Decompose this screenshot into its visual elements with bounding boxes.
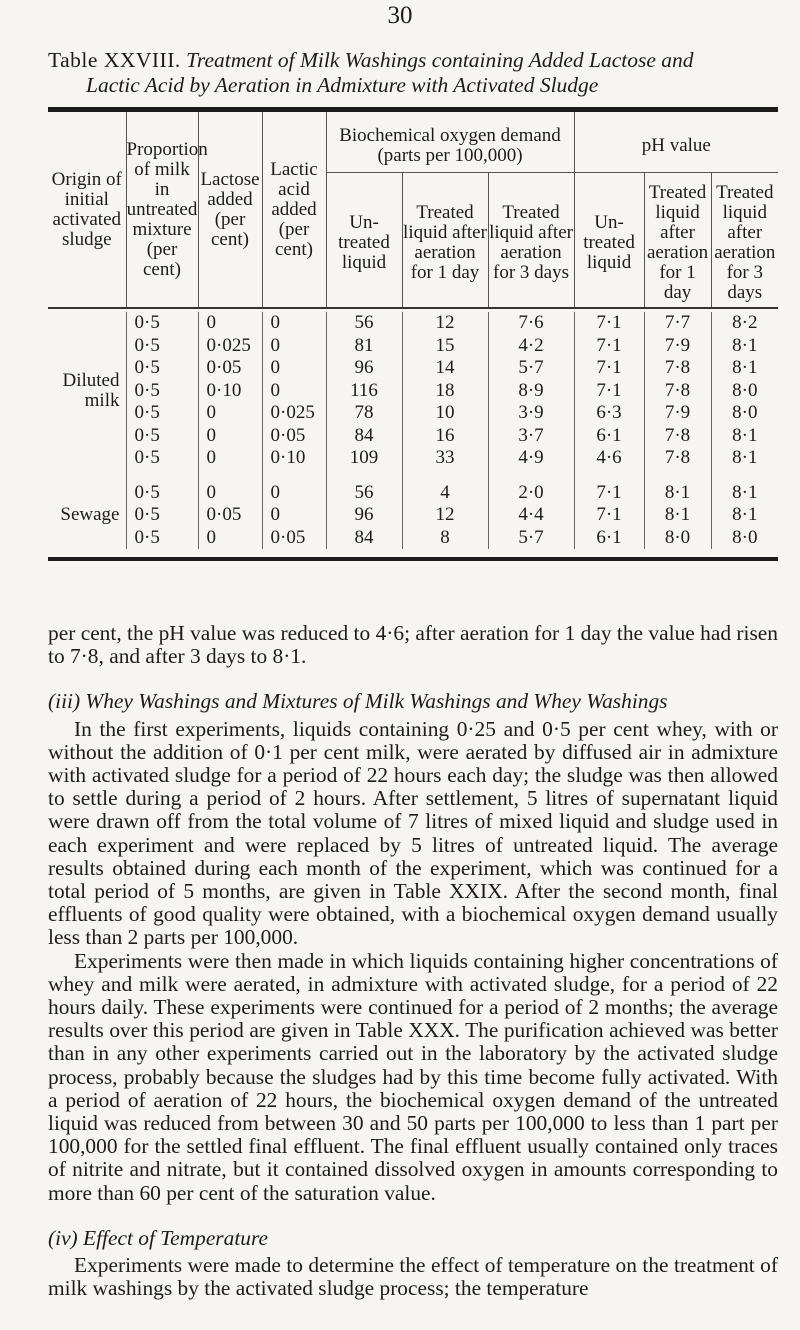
cell-lactose: 0 bbox=[198, 447, 262, 470]
table-row bbox=[48, 380, 778, 403]
cell-lactic: 0 bbox=[262, 357, 326, 380]
cell-ph-treated-3-days: 8·0 bbox=[711, 380, 778, 403]
cell-lactose: 0 bbox=[198, 425, 262, 448]
header-ph-untreated: Un-treated liquid bbox=[574, 173, 644, 309]
paragraph: Experiments were then made in which liquids containing higher concentrations of whey and milk were aerated, in admixture with activated sludge, for a period of 22 hours daily. These experiments were continued for a period of 2 months; the average results over this period are given in Table XXX. The purification achieved was better than in any other experiments carried out in the laboratory by the activated sludge process, probably because the sludges had by this time become fully activated. With a period of aeration of 22 hours, the biochemical oxygen demand of the untreated liquid was reduced from between 30 and 50 parts per 100,000 to less than 1 part per 100,000 for the settled final effluent. The final effluent usually contained only traces of nitrite and nitrate, but it contained dissolved oxygen in amounts corresponding to more than 60 per cent of the saturation value. bbox=[48, 948, 778, 1205]
cell-bod-treated-1-day: 4 bbox=[402, 482, 488, 505]
cell-ph-untreated: 7·1 bbox=[574, 312, 644, 335]
header-lactic: Lactic acid added (per cent) bbox=[262, 112, 326, 308]
data-table bbox=[48, 112, 778, 549]
cell-ph-treated-3-days: 8·2 bbox=[711, 312, 778, 335]
cell-bod-untreated: 96 bbox=[326, 504, 402, 527]
cell-lactose: 0·05 bbox=[198, 357, 262, 380]
table-bottom-rule bbox=[48, 557, 778, 561]
cell-bod-treated-1-day: 15 bbox=[402, 335, 488, 358]
cell-ph-treated-3-days: 8·0 bbox=[711, 527, 778, 550]
table-row bbox=[48, 482, 778, 505]
cell-bod-treated-3-days: 4·2 bbox=[488, 335, 574, 358]
cell-bod-untreated: 56 bbox=[326, 482, 402, 505]
table-title-line2: Lactic Acid by Aeration in Admixture with Activated Sludge bbox=[86, 73, 599, 97]
section-heading bbox=[48, 1227, 778, 1250]
cell-lactic: 0·025 bbox=[262, 402, 326, 425]
cell-proportion: 0·5 bbox=[126, 425, 198, 448]
cell-bod-treated-1-day: 33 bbox=[402, 447, 488, 470]
cell-ph-treated-3-days: 8·1 bbox=[711, 335, 778, 358]
cell-lactose: 0·025 bbox=[198, 335, 262, 358]
cell-ph-untreated: 6·1 bbox=[574, 527, 644, 550]
cell-ph-treated-3-days: 8·1 bbox=[711, 482, 778, 505]
cell-bod-treated-1-day: 10 bbox=[402, 402, 488, 425]
cell-bod-treated-3-days: 5·7 bbox=[488, 527, 574, 550]
header-bod-group: Biochemical oxygen demand (parts per 100,000) bbox=[326, 112, 574, 173]
cell-ph-untreated: 4·6 bbox=[574, 447, 644, 470]
page-number: 30 bbox=[387, 2, 413, 29]
table-caption bbox=[48, 48, 768, 98]
cell-ph-treated-1-day: 7·7 bbox=[644, 312, 711, 335]
header-proportion: Proportion of milk in untreated mixture (per cent) bbox=[126, 112, 198, 308]
cell-ph-treated-1-day: 8·1 bbox=[644, 504, 711, 527]
cell-bod-untreated: 96 bbox=[326, 357, 402, 380]
cell-bod-treated-3-days: 3·7 bbox=[488, 425, 574, 448]
cell-proportion: 0·5 bbox=[126, 447, 198, 470]
cell-ph-untreated: 6·3 bbox=[574, 402, 644, 425]
cell-bod-untreated: 84 bbox=[326, 527, 402, 550]
section-heading-text: (iv) Effect of Temperature bbox=[48, 1225, 268, 1250]
section-heading-text: (iii) Whey Washings and Mixtures of Milk Washings and Whey Washings bbox=[48, 689, 668, 714]
cell-bod-treated-3-days: 4·9 bbox=[488, 447, 574, 470]
data-table-container bbox=[48, 107, 778, 561]
cell-ph-untreated: 7·1 bbox=[574, 380, 644, 403]
cell-ph-untreated: 7·1 bbox=[574, 504, 644, 527]
table-title-line1: Treatment of Milk Washings containing Added Lactose and bbox=[186, 48, 694, 72]
cell-ph-treated-1-day: 7·8 bbox=[644, 380, 711, 403]
cell-lactose: 0 bbox=[198, 312, 262, 335]
cell-proportion: 0·5 bbox=[126, 335, 198, 358]
cell-bod-treated-3-days: 8·9 bbox=[488, 380, 574, 403]
cell-ph-treated-3-days: 8·1 bbox=[711, 447, 778, 470]
header-origin: Origin of initial activated sludge bbox=[51, 168, 122, 250]
cell-bod-treated-3-days: 2·0 bbox=[488, 482, 574, 505]
cell-proportion: 0·5 bbox=[126, 402, 198, 425]
table-row bbox=[48, 504, 778, 527]
cell-ph-treated-3-days: 8·1 bbox=[711, 357, 778, 380]
cell-proportion: 0·5 bbox=[126, 312, 198, 335]
cell-proportion: 0·5 bbox=[126, 482, 198, 505]
cell-lactic: 0 bbox=[262, 312, 326, 335]
header-bod-treated-3-days: Treated liquid after aeration for 3 days bbox=[488, 173, 574, 309]
cell-bod-untreated: 78 bbox=[326, 402, 402, 425]
cell-ph-untreated: 7·1 bbox=[574, 335, 644, 358]
cell-lactose: 0 bbox=[198, 402, 262, 425]
cell-bod-treated-1-day: 12 bbox=[402, 504, 488, 527]
cell-ph-treated-3-days: 8·1 bbox=[711, 504, 778, 527]
cell-bod-untreated: 84 bbox=[326, 425, 402, 448]
cell-bod-untreated: 109 bbox=[326, 447, 402, 470]
cell-ph-treated-1-day: 7·9 bbox=[644, 402, 711, 425]
group-gap bbox=[48, 470, 778, 482]
cell-ph-treated-1-day: 8·1 bbox=[644, 482, 711, 505]
cell-bod-treated-1-day: 8 bbox=[402, 527, 488, 550]
cell-lactose: 0·10 bbox=[198, 380, 262, 403]
cell-lactic: 0·05 bbox=[262, 425, 326, 448]
cell-bod-untreated: 81 bbox=[326, 335, 402, 358]
table-row bbox=[48, 425, 778, 448]
cell-lactic: 0·05 bbox=[262, 527, 326, 550]
paragraph: per cent, the pH value was reduced to 4·6; after aeration for 1 day the value had risen to 7·8, and after 3 days to 8·1. bbox=[48, 621, 778, 669]
cell-lactose: 0 bbox=[198, 482, 262, 505]
header-lactose: Lactose added (per cent) bbox=[198, 112, 262, 308]
cell-lactic: 0·10 bbox=[262, 447, 326, 470]
paragraph: Experiments were made to determine the effect of temperature on the treatment of milk washings by the activated sludge process; the temperature bbox=[48, 1253, 778, 1301]
cell-bod-treated-3-days: 3·9 bbox=[488, 402, 574, 425]
section-heading bbox=[48, 690, 778, 713]
cell-bod-treated-3-days: 7·6 bbox=[488, 312, 574, 335]
cell-ph-untreated: 7·1 bbox=[574, 357, 644, 380]
table-row bbox=[48, 402, 778, 425]
cell-lactose: 0·05 bbox=[198, 504, 262, 527]
table-row bbox=[48, 527, 778, 550]
cell-bod-untreated: 56 bbox=[326, 312, 402, 335]
paragraph: In the first experiments, liquids containing 0·25 and 0·5 per cent whey, with or without the addition of 0·1 per cent milk, were aerated by diffused air in admixture with activated sludge for a period of 22 hours each day; the sludge was then allowed to settle during a period of 2 hours. After settlement, 5 litres of supernatant liquid were drawn off from the total volume of 7 litres of mixed liquid and sludge used in each experiment and were replaced by 5 litres of untreated liquid. The average results obtained during each month of the experiment, which was continued for a total period of 5 months, are given in Table XXIX. After the second month, final effluents of good quality were obtained, with a biochemical oxygen demand usually less than 2 parts per 100,000. bbox=[48, 716, 778, 950]
header-ph-group: pH value bbox=[574, 112, 778, 173]
cell-bod-treated-1-day: 16 bbox=[402, 425, 488, 448]
table-row bbox=[48, 312, 778, 335]
header-ph-treated-1-day: Treated liquid after aeration for 1 day bbox=[644, 173, 711, 309]
cell-bod-treated-1-day: 14 bbox=[402, 357, 488, 380]
cell-lactose: 0 bbox=[198, 527, 262, 550]
origin-label: Diluted milk bbox=[62, 369, 120, 411]
cell-lactic: 0 bbox=[262, 504, 326, 527]
cell-lactic: 0 bbox=[262, 482, 326, 505]
header-bod-treated-1-day: Treated liquid after aeration for 1 day bbox=[402, 173, 488, 309]
cell-ph-treated-1-day: 8·0 bbox=[644, 527, 711, 550]
table-row bbox=[48, 357, 778, 380]
table-number: Table XXVIII. bbox=[48, 48, 181, 72]
cell-ph-treated-3-days: 8·0 bbox=[711, 402, 778, 425]
header-ph-treated-3-days: Treated liquid after aeration for 3 days bbox=[711, 173, 778, 309]
cell-proportion: 0·5 bbox=[126, 504, 198, 527]
cell-ph-treated-1-day: 7·8 bbox=[644, 425, 711, 448]
cell-bod-treated-1-day: 18 bbox=[402, 380, 488, 403]
cell-proportion: 0·5 bbox=[126, 357, 198, 380]
cell-lactic: 0 bbox=[262, 380, 326, 403]
table-row bbox=[48, 447, 778, 470]
cell-ph-treated-1-day: 7·8 bbox=[644, 447, 711, 470]
cell-ph-treated-3-days: 8·1 bbox=[711, 425, 778, 448]
cell-ph-untreated: 6·1 bbox=[574, 425, 644, 448]
origin-label: Sewage bbox=[60, 504, 120, 526]
cell-bod-treated-3-days: 4·4 bbox=[488, 504, 574, 527]
cell-proportion: 0·5 bbox=[126, 527, 198, 550]
table-row bbox=[48, 335, 778, 358]
table-body bbox=[48, 312, 778, 549]
body-text bbox=[48, 622, 778, 1300]
cell-bod-untreated: 116 bbox=[326, 380, 402, 403]
cell-lactic: 0 bbox=[262, 335, 326, 358]
cell-ph-untreated: 7·1 bbox=[574, 482, 644, 505]
cell-bod-treated-1-day: 12 bbox=[402, 312, 488, 335]
cell-ph-treated-1-day: 7·9 bbox=[644, 335, 711, 358]
cell-bod-treated-3-days: 5·7 bbox=[488, 357, 574, 380]
cell-proportion: 0·5 bbox=[126, 380, 198, 403]
header-bod-untreated: Un-treated liquid bbox=[326, 173, 402, 309]
cell-ph-treated-1-day: 7·8 bbox=[644, 357, 711, 380]
